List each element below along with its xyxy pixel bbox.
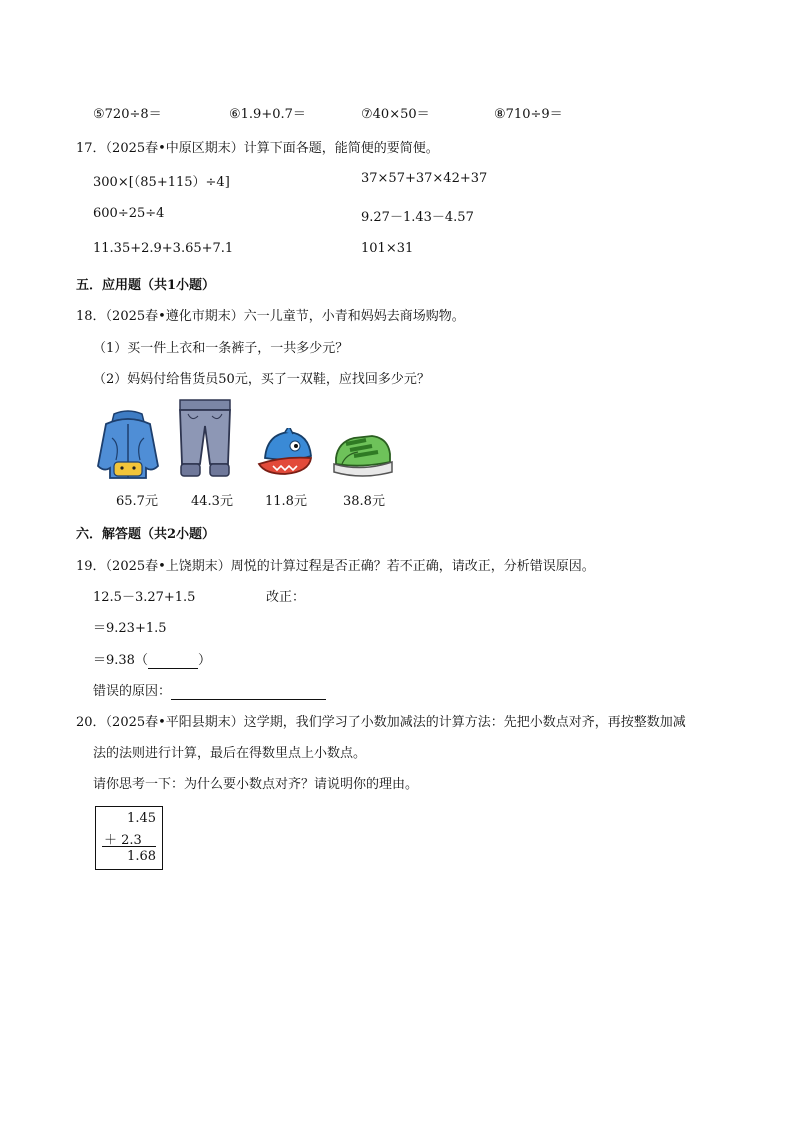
q19-line3-prefix: ＝9.38（ <box>93 653 148 668</box>
q17-item-1: 300×[（85+115）÷4] <box>93 175 230 190</box>
vertical-result: 1.68 <box>127 849 156 864</box>
q19-correction-label: 改正： <box>266 590 306 605</box>
q19-line2: ＝9.23+1.5 <box>93 621 167 636</box>
cap-price: 11.8元 <box>265 494 307 509</box>
q20-title-cont: 法的法则进行计算，最后在得数里点上小数点。 <box>93 746 367 761</box>
jacket-price: 65.7元 <box>116 494 158 509</box>
q17-item-4: 9.27－1.43－4.57 <box>361 210 474 225</box>
section-6-heading: 六．解答题（共2小题） <box>76 527 216 542</box>
vertical-top-number: 1.45 <box>127 811 156 826</box>
q19-line3-suffix: ） <box>197 653 211 668</box>
shoes-price: 38.8元 <box>343 494 385 509</box>
q16-item-7: ⑦40×50＝ <box>361 107 430 122</box>
q19-reason <box>93 680 326 700</box>
section-5-heading: 五．应用题（共1小题） <box>76 278 216 293</box>
pants-price: 44.3元 <box>191 494 233 509</box>
shoes-image <box>332 428 394 480</box>
q16-item-6: ⑥1.9+0.7＝ <box>229 107 306 122</box>
vertical-addition-box <box>95 806 163 870</box>
q20-title: 20．（2025春•平阳县期末）这学期，我们学习了小数加减法的计算方法：先把小数点对齐，再按整数加减 <box>76 715 686 730</box>
q19-reason-label: 错误的原因： <box>93 684 172 699</box>
q19-reason-blank[interactable] <box>171 684 326 700</box>
q17-item-3: 600÷25÷4 <box>93 206 165 221</box>
vertical-addend: ＋ 2.3 <box>104 833 142 848</box>
q19-title: 19．（2025春•上饶期末）周悦的计算过程是否正确？若不正确，请改正，分析错误原因。 <box>76 559 595 574</box>
q17-item-2: 37×57+37×42+37 <box>361 171 488 186</box>
vertical-rule <box>102 846 156 847</box>
pants-image <box>176 398 234 480</box>
q19-line1: 12.5－3.27+1.5 <box>93 590 196 605</box>
q19-answer-blank[interactable] <box>148 653 198 669</box>
q19-line3 <box>93 649 211 669</box>
q18-title: 18．（2025春•遵化市期末）六一儿童节，小青和妈妈去商场购物。 <box>76 309 465 324</box>
q17-item-5: 11.35+2.9+3.65+7.1 <box>93 241 234 256</box>
q20-prompt: 请你思考一下：为什么要小数点对齐？请说明你的理由。 <box>93 777 419 792</box>
jacket-image <box>92 408 164 484</box>
q16-item-8: ⑧710÷9＝ <box>494 107 563 122</box>
q18-sub1: （1）买一件上衣和一条裤子，一共多少元？ <box>93 341 349 356</box>
cap-image <box>255 428 317 480</box>
q18-sub2: （2）妈妈付给售货员50元，买了一双鞋，应找回多少元？ <box>93 372 430 387</box>
q17-item-6: 101×31 <box>361 241 414 256</box>
q17-title: 17．（2025春•中原区期末）计算下面各题，能简便的要简便。 <box>76 141 439 156</box>
q16-item-5: ⑤720÷8＝ <box>93 107 162 122</box>
